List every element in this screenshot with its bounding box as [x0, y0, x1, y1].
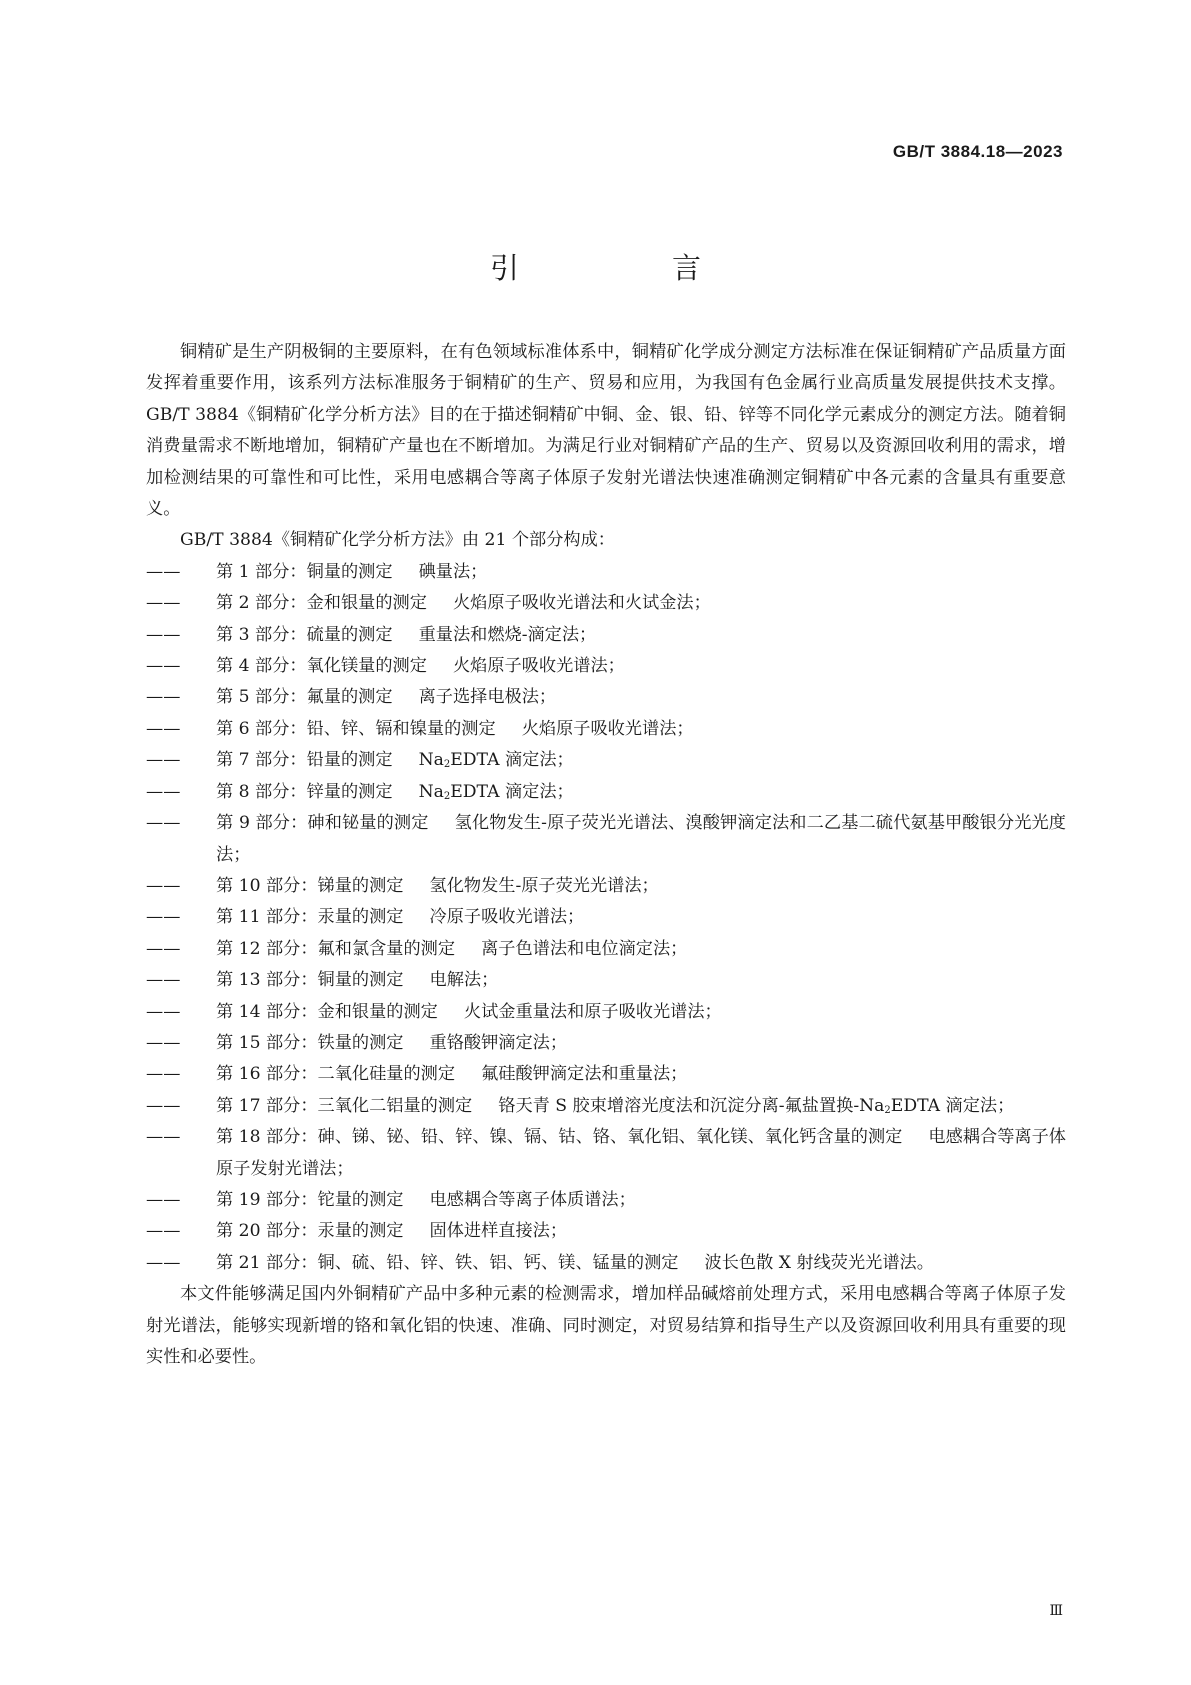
part-list-item — [146, 934, 1066, 965]
page-number: Ⅲ — [1049, 1603, 1063, 1619]
part-method: 氟硅酸钾滴定法和重量法； — [481, 1064, 688, 1085]
part-list-item — [146, 871, 1066, 902]
part-method-subscript: 2 — [443, 759, 451, 771]
part-list-item — [146, 777, 1066, 808]
part-method: 火试金重量法和原子吸收光谱法； — [463, 1001, 722, 1022]
part-method-subscript: 2 — [443, 790, 451, 802]
part-list-item — [146, 808, 1066, 871]
list-dash: —— — [146, 1221, 181, 1242]
part-label: 第 8 部分：锌量的测定 — [216, 781, 393, 802]
part-list-item — [146, 1216, 1066, 1247]
part-list-item — [146, 651, 1066, 682]
list-dash: —— — [146, 1189, 181, 1210]
list-dash: —— — [146, 1001, 181, 1022]
part-label: 第 10 部分：锑量的测定 — [216, 875, 404, 896]
part-label: 第 5 部分：氟量的测定 — [216, 687, 393, 708]
list-dash: —— — [146, 907, 181, 928]
part-method: Na — [418, 781, 444, 802]
part-label: 第 4 部分：氧化镁量的测定 — [216, 656, 427, 677]
part-method: 冷原子吸收光谱法； — [429, 907, 585, 928]
part-label: 第 12 部分：氟和氯含量的测定 — [216, 938, 456, 959]
list-dash: —— — [146, 1252, 181, 1273]
list-dash: —— — [146, 750, 181, 771]
part-list-item — [146, 965, 1066, 996]
part-method: 电感耦合等离子体质谱法； — [429, 1189, 636, 1210]
part-label: 第 7 部分：铅量的测定 — [216, 750, 393, 771]
list-dash: —— — [146, 1064, 181, 1085]
part-list-item — [146, 714, 1066, 745]
part-list-item — [146, 1059, 1066, 1090]
part-list-item — [146, 682, 1066, 713]
list-dash: —— — [146, 624, 181, 645]
part-method-suffix: EDTA 滴定法； — [890, 1095, 1015, 1116]
part-label: 第 14 部分：金和银量的测定 — [216, 1001, 438, 1022]
part-method: Na — [418, 750, 444, 771]
part-list-item — [146, 745, 1066, 776]
part-method-subscript: 2 — [884, 1104, 891, 1116]
part-label: 第 6 部分：铅、锌、镉和镍量的测定 — [216, 718, 496, 739]
part-list-item — [146, 997, 1066, 1028]
parts-intro: GB/T 3884《铜精矿化学分析方法》由 21 个部分构成： — [180, 530, 615, 551]
list-dash: —— — [146, 561, 181, 582]
part-label: 第 2 部分：金和银量的测定 — [216, 593, 427, 614]
part-list-item — [146, 1248, 1066, 1279]
list-dash: —— — [146, 718, 181, 739]
list-dash: —— — [146, 687, 181, 708]
list-dash: —— — [146, 970, 181, 991]
part-list-item — [146, 1091, 1066, 1122]
part-label: 第 9 部分：砷和铋量的测定 — [216, 813, 429, 834]
intro-paragraph: 铜精矿是生产阴极铜的主要原料，在有色领域标准体系中，铜精矿化学成分测定方法标准在保证铜精矿产品质量方面发挥着重要作用，该系列方法标准服务于铜精矿的生产、贸易和应用，为我国有色金属行业高质量发展提供技术支撑。GB/T 3884《铜精矿化学分析方法》目的在于描述铜精矿中铜、金、银、铅、锌等不同化学元素成分的测定方法。随着铜消费量需求不断地增加，铜精矿产量也在不断增加。为满足行业对铜精矿产品的生产、贸易以及资源回收利用的需求，增加检测结果的可靠性和可比性，采用电感耦合等离子体原子发射光谱法快速准确测定铜精矿中各元素的含量具有重要意义。 — [146, 342, 1066, 520]
part-label: 第 15 部分：铁量的测定 — [216, 1032, 404, 1053]
part-method: 固体进样直接法； — [429, 1221, 568, 1242]
part-label: 第 13 部分：铜量的测定 — [216, 970, 404, 991]
page-title: 引 言 — [489, 251, 763, 285]
list-dash: —— — [146, 1032, 181, 1053]
part-label: 第 11 部分：汞量的测定 — [216, 907, 404, 928]
list-dash: —— — [146, 1127, 181, 1148]
list-dash: —— — [146, 781, 181, 802]
part-method: 火焰原子吸收光谱法和火试金法； — [452, 593, 711, 614]
part-method: 氢化物发生-原子荧光光谱法、溴酸钾滴定法和二乙基二硫代氨基甲酸银分光光度法； — [216, 813, 1066, 865]
part-method: 铬天青 S 胶束增溶光度法和沉淀分离-氟盐置换-Na — [498, 1095, 885, 1116]
list-dash: —— — [146, 813, 181, 834]
part-method: 电解法； — [429, 970, 499, 991]
part-list-item — [146, 588, 1066, 619]
list-dash: —— — [146, 656, 181, 677]
part-list-item — [146, 1122, 1066, 1185]
body-text — [146, 337, 1066, 1373]
part-method: 波长色散 X 射线荧光光谱法。 — [704, 1252, 934, 1273]
part-list-item — [146, 902, 1066, 933]
part-method: 氢化物发生-原子荧光光谱法； — [429, 875, 659, 896]
part-list-item — [146, 557, 1066, 588]
part-label: 第 20 部分：汞量的测定 — [216, 1221, 404, 1242]
part-list-item — [146, 620, 1066, 651]
part-method: 火焰原子吸收光谱法； — [521, 718, 694, 739]
part-label: 第 1 部分：铜量的测定 — [216, 561, 393, 582]
list-dash: —— — [146, 593, 181, 614]
list-dash: —— — [146, 938, 181, 959]
part-method: 重量法和燃烧-滴定法； — [418, 624, 597, 645]
part-list-item — [146, 1028, 1066, 1059]
closing-paragraph: 本文件能够满足国内外铜精矿产品中多种元素的检测需求，增加样品碱熔前处理方式，采用电感耦合等离子体原子发射光谱法，能够实现新增的铬和氧化铝的快速、准确、同时测定，对贸易结算和指导生产以及资源回收利用具有重要的现实性和必要性。 — [146, 1284, 1066, 1367]
list-dash: —— — [146, 1095, 181, 1116]
part-method-suffix: EDTA 滴定法； — [450, 750, 574, 771]
part-method: 离子选择电极法； — [418, 687, 557, 708]
part-label: 第 18 部分：砷、锑、铋、铅、锌、镍、镉、钴、铬、氧化铝、氧化镁、氧化钙含量的测定 — [216, 1127, 903, 1148]
part-label: 第 21 部分：铜、硫、铅、锌、铁、铝、钙、镁、锰量的测定 — [216, 1252, 679, 1273]
part-method: 重铬酸钾滴定法； — [429, 1032, 568, 1053]
parts-list — [146, 557, 1066, 1279]
part-method: 火焰原子吸收光谱法； — [452, 656, 625, 677]
part-label: 第 19 部分：铊量的测定 — [216, 1189, 404, 1210]
part-method: 离子色谱法和电位滴定法； — [481, 938, 688, 959]
part-method: 碘量法； — [418, 561, 488, 582]
part-method: 电感耦合等离子体原子发射光谱法； — [216, 1127, 1066, 1179]
part-label: 第 16 部分：二氧化硅量的测定 — [216, 1064, 456, 1085]
part-list-item — [146, 1185, 1066, 1216]
part-label: 第 17 部分：三氧化二铝量的测定 — [216, 1095, 473, 1116]
part-label: 第 3 部分：硫量的测定 — [216, 624, 393, 645]
list-dash: —— — [146, 875, 181, 896]
part-method-suffix: EDTA 滴定法； — [450, 781, 574, 802]
standard-code: GB/T 3884.18—2023 — [892, 142, 1063, 161]
